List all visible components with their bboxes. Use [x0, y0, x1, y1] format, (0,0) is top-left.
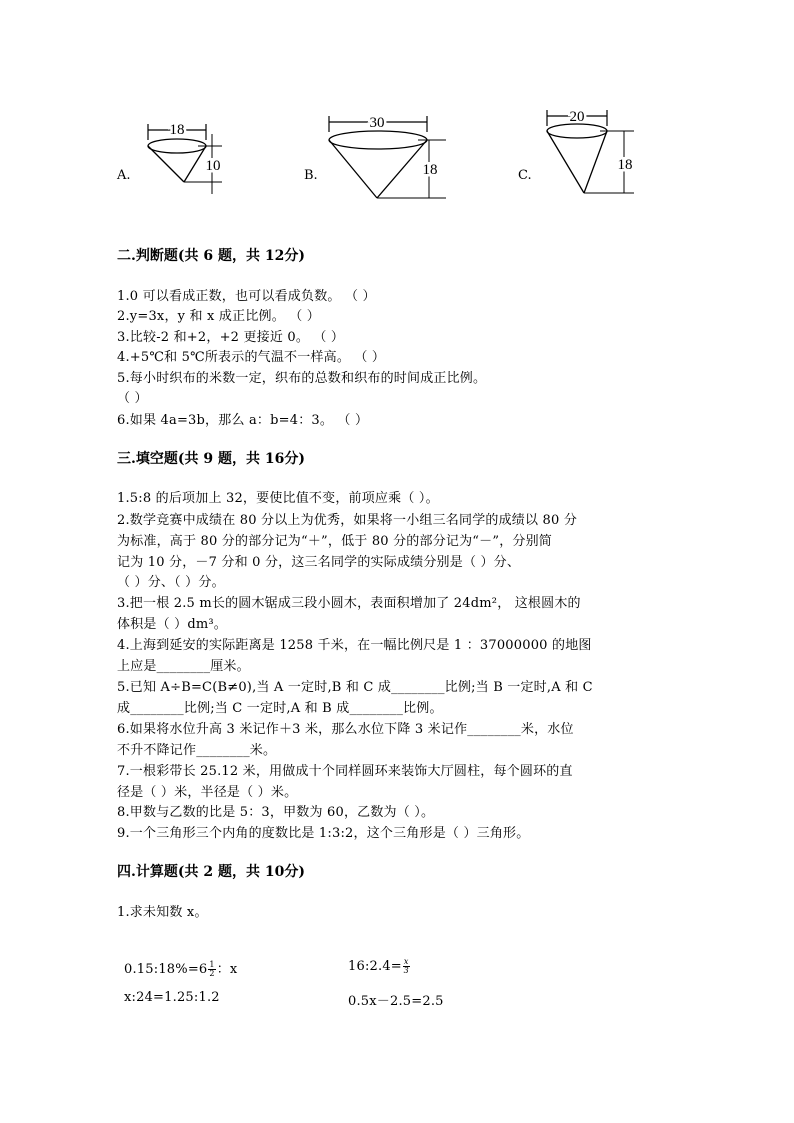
question-line: （ ）	[117, 391, 148, 406]
question-line: 1.5:8 的后项加上 32，要使比值不变，前项应乘（ ）。	[117, 491, 439, 506]
question-line: 6.如果将水位升高 3 米记作＋3 米，那么水位下降 3 米记作________米，水位	[117, 722, 574, 737]
question-line: 为标准，高于 80 分的部分记为“＋”，低于 80 分的部分记为“－”，分别简	[117, 534, 552, 549]
question-line: 8.甲数与乙数的比是 5：3，甲数为 60，乙数为（ ）。	[117, 805, 435, 820]
fraction-denominator: 2	[209, 969, 215, 978]
cone-figure-b	[320, 108, 450, 203]
question-line: 5.已知 A÷B=C(B≠0),当 A 一定时,B 和 C 成________比例;当 B 一定时,A 和 C	[117, 680, 593, 695]
cone-a-top-label: 18	[169, 122, 185, 138]
equation-1-fraction	[208, 961, 215, 978]
question-line: 3.把一根 2.5 m长的圆木锯成三段小圆木，表面积增加了 24dm²， 这根圆木的	[117, 596, 581, 611]
equation-3: x:24=1.25:1.2	[124, 990, 220, 1005]
equation-2-fraction	[403, 958, 410, 975]
equation-2	[348, 958, 411, 975]
question-line: 6.如果 4a=3b，那么 a：b=4：3。 （ ）	[117, 413, 369, 428]
question-line: 9.一个三角形三个内角的度数比是 1:3:2，这个三角形是（ ）三角形。	[117, 826, 530, 841]
cone-figure-a	[110, 110, 230, 205]
question-line: 3.比较-2 和+2，+2 更接近 0。 （ ）	[117, 330, 345, 345]
section-4-title: 四.计算题(共 2 题，共 10分)	[117, 864, 305, 880]
question-line: 径是（ ）米，半径是（ ）米。	[117, 785, 298, 800]
figure-b-label: B.	[304, 168, 318, 183]
section-2-title: 二.判断题(共 6 题，共 12分)	[117, 248, 305, 264]
cone-figure-c	[540, 103, 640, 203]
cone-b-side-label: 18	[422, 162, 438, 178]
question-line: 2.数学竞赛中成绩在 80 分以上为优秀，如果将一小组三名同学的成绩以 80 分	[117, 513, 578, 528]
cone-c-side-label: 18	[617, 157, 633, 173]
section-3-title: 三.填空题(共 9 题，共 16分)	[117, 451, 305, 467]
equation-4: 0.5x－2.5=2.5	[348, 994, 444, 1009]
question-line: 7.一根彩带长 25.12 米，用做成十个同样圆环来装饰大厅圆柱，每个圆环的直	[117, 764, 573, 779]
equation-1-suffix: ：x	[216, 962, 238, 977]
question-line: 4.上海到延安的实际距离是 1258 千米，在一幅比例尺是 1 ：37000000 的地图	[117, 638, 592, 653]
question-line: 记为 10 分，－7 分和 0 分，这三名同学的实际成绩分别是（ ）分、	[117, 555, 521, 570]
question-line: 不升不降记作________米。	[117, 743, 277, 758]
fraction-denominator: 3	[403, 966, 409, 975]
question-line: 2.y=3x，y 和 x 成正比例。 （ ）	[117, 309, 320, 324]
cone-a-side-label: 10	[205, 158, 221, 174]
question-line: 上应是________厘米。	[117, 659, 250, 674]
question-line: 5.每小时织布的米数一定，织布的总数和织布的时间成正比例。	[117, 371, 487, 386]
fraction-numerator: x	[403, 957, 409, 966]
cone-b-top-label: 30	[369, 115, 385, 131]
question-line: 4.+5℃和 5℃所表示的气温不一样高。 （ ）	[117, 350, 386, 365]
cone-c-top-label: 20	[569, 109, 585, 125]
question-line: 1.求未知数 x。	[117, 905, 208, 920]
figure-c-label: C.	[518, 168, 532, 183]
equation-1	[124, 958, 237, 978]
question-line: 体积是（ ）dm³。	[117, 617, 227, 632]
equation-2-prefix: 16:2.4=	[348, 959, 402, 974]
question-line: 成________比例;当 C 一定时,A 和 B 成________比例。	[117, 701, 443, 716]
question-line: （ ）分、（ ）分。	[117, 575, 225, 590]
fraction-numerator: 1	[209, 960, 215, 969]
question-line: 1.0 可以看成正数，也可以看成负数。 （ ）	[117, 289, 376, 304]
figure-a-label: A.	[117, 168, 131, 183]
equation-1-prefix: 0.15:18%=6	[124, 962, 208, 977]
